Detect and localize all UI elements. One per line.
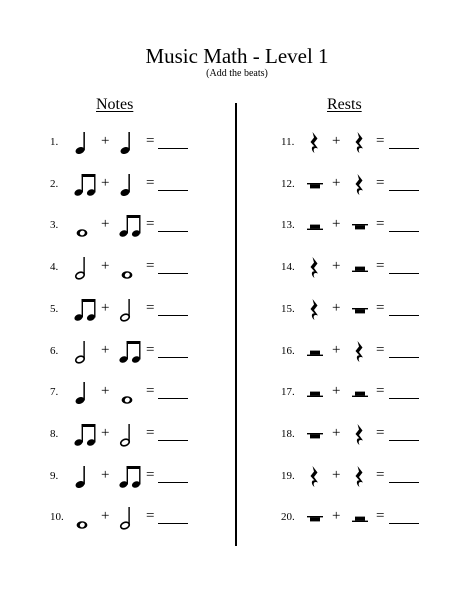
- rests-problem-row: [0, 295, 474, 325]
- equals-sign: =: [146, 466, 155, 483]
- plus-sign: +: [332, 383, 341, 400]
- answer-blank[interactable]: [389, 440, 419, 441]
- problem-number: 14.: [281, 261, 295, 274]
- problem-number: 2.: [50, 177, 59, 190]
- plus-sign: +: [101, 341, 110, 358]
- plus-sign: +: [101, 174, 110, 191]
- answer-blank[interactable]: [389, 190, 419, 191]
- plus-sign: +: [332, 424, 341, 441]
- plus-sign: +: [101, 258, 110, 275]
- problem-number: 1.: [50, 136, 59, 148]
- problem-number: 13.: [281, 219, 295, 232]
- equals-sign: =: [376, 341, 385, 358]
- whole-rest-icon: [349, 297, 371, 323]
- whole-rest-icon: [304, 172, 326, 198]
- problem-number: 3.: [50, 219, 59, 232]
- answer-blank[interactable]: [389, 315, 419, 316]
- plus-sign: +: [101, 466, 110, 483]
- equals-sign: =: [376, 216, 385, 233]
- answer-blank[interactable]: [389, 357, 419, 358]
- problem-number: 17.: [281, 386, 295, 399]
- problem-number: 7.: [50, 386, 59, 399]
- problem-number: 4.: [50, 261, 59, 274]
- plus-sign: +: [101, 383, 110, 400]
- half-rest-icon: [349, 505, 371, 531]
- plus-sign: +: [101, 424, 110, 441]
- rests-problem-row: [0, 420, 474, 450]
- half-rest-icon: [304, 339, 326, 365]
- equals-sign: =: [146, 216, 155, 233]
- rests-problem-row: [0, 503, 474, 533]
- plus-sign: +: [101, 299, 110, 316]
- plus-sign: +: [332, 299, 341, 316]
- equals-sign: =: [146, 508, 155, 525]
- problem-number: 20.: [281, 511, 295, 524]
- plus-sign: +: [332, 466, 341, 483]
- equals-sign: =: [376, 258, 385, 275]
- equals-sign: =: [376, 299, 385, 316]
- problem-number: 9.: [50, 469, 59, 482]
- quarter-rest-icon: [349, 339, 371, 365]
- worksheet-title: Music Math - Level 1: [145, 44, 329, 68]
- half-rest-icon: [304, 380, 326, 406]
- equals-sign: =: [376, 383, 385, 400]
- equals-sign: =: [146, 133, 155, 149]
- equals-sign: =: [146, 299, 155, 316]
- problem-number: 8.: [50, 427, 59, 440]
- plus-sign: +: [332, 508, 341, 525]
- equals-sign: =: [376, 174, 385, 191]
- equals-sign: =: [376, 466, 385, 483]
- quarter-rest-icon: [304, 130, 326, 156]
- rests-problem-row: [0, 378, 474, 408]
- rests-heading: Rests: [327, 96, 362, 113]
- answer-blank[interactable]: [389, 523, 419, 524]
- worksheet-subtitle: (Add the beats): [206, 68, 268, 79]
- plus-sign: +: [332, 341, 341, 358]
- answer-blank[interactable]: [389, 148, 419, 149]
- problem-number: 15.: [281, 302, 295, 315]
- rests-problem-row: [0, 337, 474, 367]
- whole-rest-icon: [304, 505, 326, 531]
- equals-sign: =: [376, 508, 385, 525]
- notes-heading: Notes: [96, 96, 134, 113]
- half-rest-icon: [304, 213, 326, 239]
- problem-number: 11.: [281, 136, 295, 148]
- plus-sign: +: [101, 216, 110, 233]
- answer-blank[interactable]: [389, 482, 419, 483]
- quarter-rest-icon: [349, 422, 371, 448]
- answer-blank[interactable]: [389, 398, 419, 399]
- whole-rest-icon: [349, 213, 371, 239]
- rests-problem-row: [0, 462, 474, 492]
- answer-blank[interactable]: [389, 273, 419, 274]
- plus-sign: +: [332, 216, 341, 233]
- equals-sign: =: [146, 424, 155, 441]
- plus-sign: +: [332, 133, 341, 149]
- half-rest-icon: [349, 380, 371, 406]
- problem-number: 18.: [281, 427, 295, 440]
- rests-problem-row: [0, 211, 474, 241]
- problem-number: 12.: [281, 177, 295, 190]
- answer-blank[interactable]: [389, 231, 419, 232]
- plus-sign: +: [332, 174, 341, 191]
- rests-problem-row: [0, 128, 474, 158]
- quarter-rest-icon: [304, 255, 326, 281]
- plus-sign: +: [332, 258, 341, 275]
- plus-sign: +: [101, 133, 110, 149]
- equals-sign: =: [376, 424, 385, 441]
- half-rest-icon: [349, 255, 371, 281]
- rests-problem-row: [0, 170, 474, 200]
- problem-number: 19.: [281, 469, 295, 482]
- equals-sign: =: [146, 174, 155, 191]
- equals-sign: =: [146, 383, 155, 400]
- quarter-rest-icon: [349, 130, 371, 156]
- equals-sign: =: [376, 133, 385, 149]
- plus-sign: +: [101, 508, 110, 525]
- quarter-rest-icon: [304, 297, 326, 323]
- rests-problem-row: [0, 253, 474, 283]
- problem-number: 16.: [281, 344, 295, 357]
- problem-number: 5.: [50, 302, 59, 315]
- whole-rest-icon: [304, 422, 326, 448]
- problem-number: 6.: [50, 344, 59, 357]
- equals-sign: =: [146, 341, 155, 358]
- quarter-rest-icon: [349, 464, 371, 490]
- equals-sign: =: [146, 258, 155, 275]
- problem-number: 10.: [50, 511, 64, 524]
- quarter-rest-icon: [304, 464, 326, 490]
- quarter-rest-icon: [349, 172, 371, 198]
